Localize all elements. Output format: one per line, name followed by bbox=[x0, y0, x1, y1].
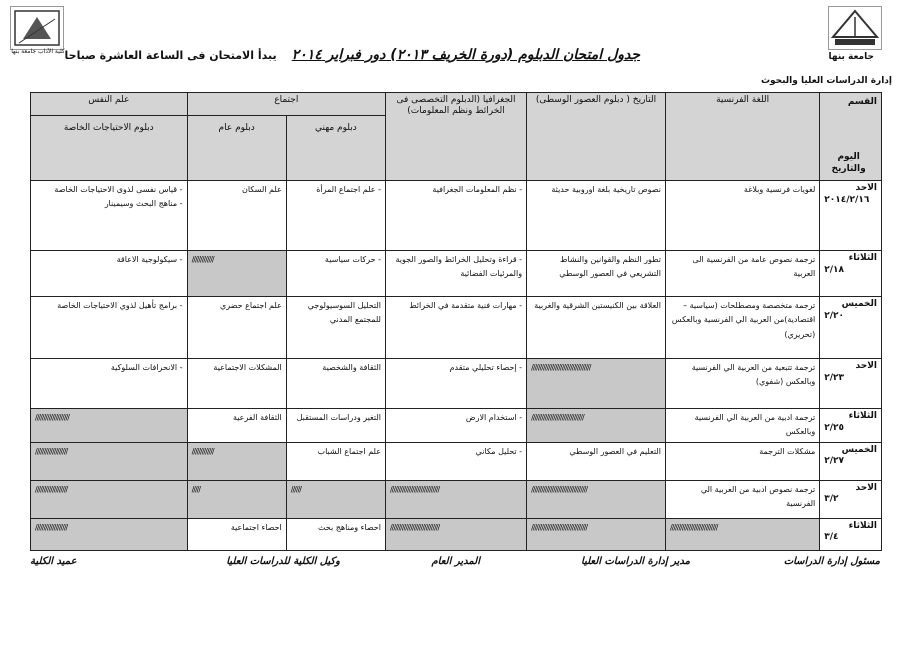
exam-cell-soc-prof bbox=[286, 409, 385, 443]
exam-subject: تطور النظم والقوانين والنشاط التشريعي في العصور الوسطي bbox=[559, 255, 661, 279]
schedule-row bbox=[31, 251, 882, 297]
exam-subject: احصاء ومناهج بحث bbox=[317, 522, 381, 532]
exam-cell-geo bbox=[385, 297, 526, 359]
col-psychology: علم النفس bbox=[31, 93, 188, 116]
day-label: الثلاثاء bbox=[848, 411, 877, 421]
exam-cell-psych bbox=[31, 251, 188, 297]
col-geography: الجغرافيا (الدبلوم التخصصى فى الخرائط ونظم المعلومات) bbox=[385, 93, 526, 181]
exam-cell-psych bbox=[31, 409, 188, 443]
exam-subject: - قياس نفسى لذوى الاحتياجات الخاصة - مناهج البحث وسيمينار bbox=[54, 185, 183, 209]
col-history: التاريخ ( دبلوم العصور الوسطى) bbox=[527, 93, 666, 181]
crossed-out-marker: /////////////////// bbox=[35, 484, 68, 494]
faculty-logo bbox=[10, 6, 64, 50]
exam-subject: - برامج تأهيل لذوي الاحتياجات الخاصة bbox=[57, 301, 183, 310]
crossed-out-marker: /////////////////// bbox=[35, 446, 68, 456]
day-label: الاحد bbox=[855, 361, 877, 371]
crossed-out-marker: ///////////////////////////// bbox=[389, 484, 440, 494]
signature-dean: عميد الكلية bbox=[30, 556, 77, 567]
crossed-out-marker: /////////////////// bbox=[35, 522, 68, 532]
exam-cell-geo bbox=[385, 359, 526, 409]
schedule-row bbox=[31, 359, 882, 409]
exam-subject: علم اجتماع حضري bbox=[219, 301, 282, 310]
day-date-cell bbox=[820, 442, 882, 480]
crossed-out-marker: ///////////// bbox=[191, 446, 214, 456]
exam-subject: - استخدام الارض bbox=[465, 413, 523, 422]
exam-subject: نصوص تاريخية بلغة اوروبية حديثة bbox=[551, 185, 661, 194]
exam-cell-soc-prof bbox=[286, 442, 385, 480]
day-label: الخميس bbox=[841, 299, 877, 309]
exam-subject: الثقافة والشخصية bbox=[322, 363, 381, 372]
university-name: جامعة بنها bbox=[828, 52, 874, 62]
exam-schedule-table bbox=[30, 92, 882, 551]
exam-cell-soc-general bbox=[187, 442, 286, 480]
exam-subject: مشكلات الترجمة bbox=[759, 446, 816, 456]
university-logo bbox=[828, 6, 882, 50]
date-label: ٢/٢٥ bbox=[824, 422, 845, 433]
exam-subject: - مهارات فنية متقدمة في الخرائط bbox=[409, 301, 523, 310]
schedule-body bbox=[31, 181, 882, 551]
exam-subject: العلاقة بين الكنيستين الشرقية والغربية bbox=[534, 301, 661, 310]
exam-cell-history bbox=[527, 409, 666, 443]
university-logo-icon bbox=[829, 7, 881, 49]
day-date-cell bbox=[820, 297, 882, 359]
exam-subject: التغير ودراسات المستقبل bbox=[296, 413, 381, 422]
schedule-row bbox=[31, 518, 882, 550]
crossed-out-marker: /////////////////////////////// bbox=[531, 413, 584, 422]
exam-cell-psych bbox=[31, 297, 188, 359]
page-title-block bbox=[60, 44, 640, 63]
col-soc-professional: دبلوم مهني bbox=[286, 116, 385, 181]
crossed-out-marker: ///////////////////////////// bbox=[389, 522, 440, 532]
exam-cell-history bbox=[527, 297, 666, 359]
exam-cell-psych bbox=[31, 359, 188, 409]
exam-cell-soc-general bbox=[187, 359, 286, 409]
exam-cell-soc-general bbox=[187, 518, 286, 550]
exam-subject: المشكلات الاجتماعية bbox=[213, 363, 282, 372]
crossed-out-marker: ///////////////////////////////// bbox=[531, 522, 588, 532]
date-label: ٣/٤ bbox=[824, 532, 839, 543]
exam-cell-geo bbox=[385, 518, 526, 550]
exam-subject: - تحليل مكاني bbox=[475, 446, 523, 456]
schedule-row bbox=[31, 297, 882, 359]
day-date-cell bbox=[820, 181, 882, 251]
exam-cell-geo bbox=[385, 480, 526, 518]
page-title: جدول امتحان الدبلوم (دورة الخريف ٢٠١٣) دور فبراير ٢٠١٤ bbox=[291, 47, 640, 63]
faculty-logo-icon bbox=[11, 7, 63, 49]
day-label: الخميس bbox=[841, 444, 877, 455]
date-label: ٢/٢٠ bbox=[824, 310, 845, 321]
exam-subject: ترجمة متخصصة ومصطلحات (سياسية – اقتصادية)من العربية الي الفرنسية وبالعكس (تحريري) bbox=[671, 301, 816, 339]
exam-cell-french bbox=[665, 409, 819, 443]
crossed-out-marker: //////////////////// bbox=[35, 413, 69, 422]
exam-cell-soc-general bbox=[187, 480, 286, 518]
exam-subject: ترجمة نصوص عامة من الفرنسية الى العربية bbox=[692, 255, 816, 279]
department-name: إدارة الدراسات العليا والبحوث bbox=[760, 76, 892, 86]
col-sociology: اجتماع bbox=[187, 93, 385, 116]
exam-subject: - إحصاء تحليلي متقدم bbox=[449, 363, 523, 372]
crossed-out-marker: ///////////////////////////////// bbox=[531, 484, 588, 494]
date-label: ٢/٢٧ bbox=[824, 456, 845, 467]
schedule-row bbox=[31, 480, 882, 518]
schedule-row bbox=[31, 442, 882, 480]
exam-subject: - سيكولوجية الاعاقة bbox=[116, 255, 183, 264]
exam-cell-soc-prof bbox=[286, 480, 385, 518]
exam-cell-soc-general bbox=[187, 297, 286, 359]
date-label: ٢/١٨ bbox=[824, 264, 845, 275]
exam-cell-psych bbox=[31, 442, 188, 480]
exam-cell-french bbox=[665, 181, 819, 251]
exam-subject: - نظم المعلومات الجغرافية bbox=[432, 185, 523, 194]
col-soc-general: دبلوم عام bbox=[187, 116, 286, 181]
exam-cell-psych bbox=[31, 480, 188, 518]
exam-cell-history bbox=[527, 359, 666, 409]
exam-subject: علم اجتماع الشباب bbox=[317, 446, 381, 456]
exam-cell-psych bbox=[31, 518, 188, 550]
schedule-row bbox=[31, 409, 882, 443]
date-label: ٣/٢ bbox=[824, 494, 839, 505]
exam-cell-soc-prof bbox=[286, 359, 385, 409]
day-date-cell bbox=[820, 480, 882, 518]
day-date-cell bbox=[820, 409, 882, 443]
exam-subject: - حركات سياسية bbox=[324, 255, 381, 264]
exam-subject: التحليل السوسيولوجي للمجتمع المدني bbox=[307, 301, 381, 325]
exam-cell-geo bbox=[385, 181, 526, 251]
signature-grad-studies-director: مدير إدارة الدراسات العليا bbox=[581, 556, 690, 567]
day-date-cell bbox=[820, 359, 882, 409]
exam-cell-french bbox=[665, 442, 819, 480]
day-label: الاحد bbox=[855, 183, 877, 193]
day-label: الثلاثاء bbox=[848, 520, 877, 531]
exam-cell-french bbox=[665, 359, 819, 409]
exam-cell-french bbox=[665, 480, 819, 518]
crossed-out-marker: /////////////////////////////////// bbox=[531, 363, 591, 372]
day-date-cell bbox=[820, 251, 882, 297]
day-date-cell bbox=[820, 518, 882, 550]
exam-subject: التعليم في العصور الوسطي bbox=[569, 446, 661, 456]
crossed-out-marker: ///////////// bbox=[191, 255, 214, 264]
exam-cell-geo bbox=[385, 442, 526, 480]
faculty-logo-caption: كلية الآداب جامعة بنها bbox=[11, 48, 65, 55]
date-label: ٢٠١٤/٢/١٦ bbox=[824, 194, 870, 205]
exam-cell-soc-general bbox=[187, 251, 286, 297]
exam-cell-soc-general bbox=[187, 409, 286, 443]
header-row-groups bbox=[31, 93, 882, 116]
exam-subject: لغويات فرنسية وبلاغة bbox=[743, 185, 816, 194]
exam-cell-history bbox=[527, 251, 666, 297]
crossed-out-marker: ////// bbox=[290, 484, 301, 494]
exam-subject: احصاء اجتماعية bbox=[230, 522, 282, 532]
exam-cell-geo bbox=[385, 251, 526, 297]
exam-cell-soc-prof bbox=[286, 251, 385, 297]
exam-subject: - قراءة وتحليل الخرائط والصور الجوية والمرئيات الفضائية bbox=[395, 255, 523, 279]
exam-subject: ترجمة نصوص ادبية من العربية الي الفرنسية bbox=[700, 484, 816, 509]
corner-header bbox=[820, 93, 882, 181]
exam-cell-french bbox=[665, 251, 819, 297]
day-label: الثلاثاء bbox=[848, 253, 877, 263]
schedule-row bbox=[31, 181, 882, 251]
corner-day-label: اليوم والتاريخ bbox=[831, 151, 866, 175]
signatures bbox=[20, 556, 890, 576]
exam-cell-soc-prof bbox=[286, 518, 385, 550]
page-subtitle: يبدأ الامتحان فى الساعة العاشرة صباحا bbox=[64, 49, 277, 62]
exam-cell-french bbox=[665, 518, 819, 550]
exam-cell-psych bbox=[31, 181, 188, 251]
corner-dept-label: القسم bbox=[847, 97, 877, 107]
exam-subject: - علم اجتماع المرأة bbox=[316, 185, 381, 194]
exam-subject: علم السكان bbox=[241, 185, 282, 194]
exam-cell-soc-general bbox=[187, 181, 286, 251]
exam-subject: ترجمة ادبية من العربية الي الفرنسية وبالعكس bbox=[694, 413, 816, 437]
exam-cell-geo bbox=[385, 409, 526, 443]
col-psych-special-needs: دبلوم الاحتياجات الخاصة bbox=[31, 116, 188, 181]
exam-cell-history bbox=[527, 181, 666, 251]
exam-cell-history bbox=[527, 480, 666, 518]
day-label: الاحد bbox=[855, 482, 877, 493]
signature-vice-dean: وكيل الكلية للدراسات العليا bbox=[226, 556, 340, 567]
exam-cell-french bbox=[665, 297, 819, 359]
exam-cell-history bbox=[527, 518, 666, 550]
signature-general-manager: المدير العام bbox=[431, 556, 480, 567]
exam-subject: ترجمة تتبعية من العربية الي الفرنسية وبالعكس (شفوي) bbox=[691, 363, 816, 387]
exam-subject: - الانحرافات السلوكية bbox=[110, 363, 183, 372]
exam-subject: الثقافة الفرعية bbox=[232, 413, 282, 422]
crossed-out-marker: ///// bbox=[191, 484, 201, 494]
signature-studies-officer: مسئول إدارة الدراسات bbox=[783, 556, 880, 567]
exam-cell-soc-prof bbox=[286, 297, 385, 359]
exam-cell-soc-prof bbox=[286, 181, 385, 251]
exam-cell-history bbox=[527, 442, 666, 480]
crossed-out-marker: //////////////////////////// bbox=[669, 522, 718, 532]
col-french: اللغة الفرنسية bbox=[665, 93, 819, 181]
date-label: ٢/٢٣ bbox=[824, 372, 845, 383]
